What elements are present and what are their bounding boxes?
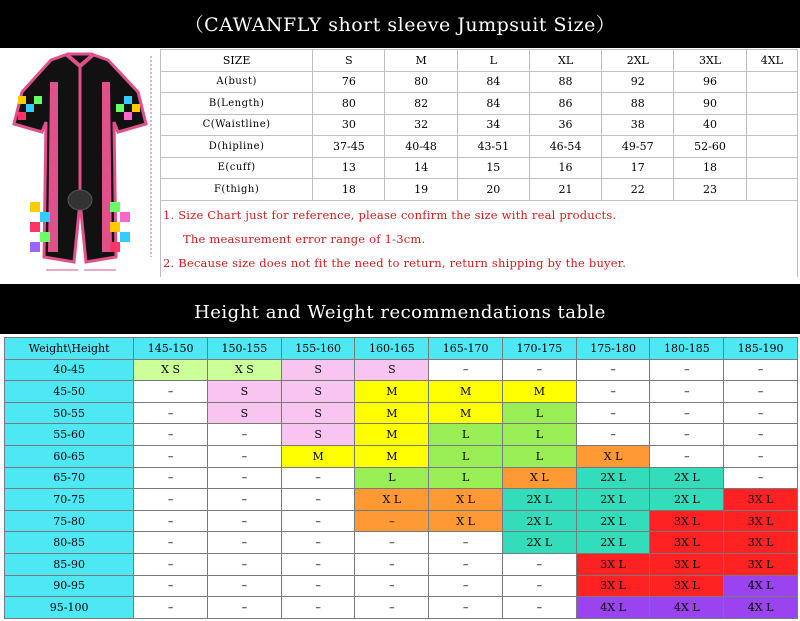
size-note: 2. Because size does not fit the need to return, return shipping by the buyer. — [161, 249, 798, 277]
rec-row — [5, 445, 798, 467]
measurement-value: 43-51 — [457, 136, 529, 158]
size-recommendation-cell: 3X L — [724, 532, 798, 554]
measurement-value: 80 — [313, 93, 385, 115]
size-recommendation-cell: M — [429, 381, 503, 403]
height-range-header: 155-160 — [281, 338, 355, 360]
size-row — [161, 157, 798, 179]
jumpsuit-illustration — [6, 52, 153, 280]
size-recommendation-cell: 4X L — [650, 597, 724, 619]
size-recommendation-cell: 2X L — [576, 510, 650, 532]
size-recommendation-cell: – — [207, 553, 281, 575]
size-recommendation-cell: – — [576, 359, 650, 381]
height-range-header: 165-170 — [429, 338, 503, 360]
size-recommendation-cell: – — [281, 532, 355, 554]
size-recommendation-cell: M — [355, 402, 429, 424]
measurement-value: 96 — [674, 71, 746, 93]
size-recommendation-cell: S — [281, 381, 355, 403]
weight-range-label: 90-95 — [5, 575, 134, 597]
weight-range-label: 50-55 — [5, 402, 134, 424]
measurement-value: 90 — [674, 93, 746, 115]
rec-row — [5, 597, 798, 619]
size-recommendation-cell: 3X L — [576, 553, 650, 575]
size-recommendation-cell: – — [207, 510, 281, 532]
size-recommendation-cell: X L — [355, 489, 429, 511]
measurement-value: 80 — [385, 71, 457, 93]
size-recommendation-cell: – — [650, 359, 724, 381]
size-recommendation-cell: S — [281, 359, 355, 381]
size-recommendation-cell: – — [429, 575, 503, 597]
size-recommendation-cell: – — [134, 489, 208, 511]
size-row — [161, 136, 798, 158]
measurement-value: 40 — [674, 114, 746, 136]
height-range-header: 185-190 — [724, 338, 798, 360]
measurement-value — [746, 179, 797, 201]
size-recommendation-cell: – — [281, 597, 355, 619]
size-recommendation-cell: M — [502, 381, 576, 403]
size-recommendation-cell: 2X L — [502, 510, 576, 532]
size-recommendation-cell: 4X L — [724, 597, 798, 619]
size-recommendation-cell: 3X L — [650, 510, 724, 532]
size-recommendation-cell: – — [355, 597, 429, 619]
size-recommendation-cell: – — [207, 597, 281, 619]
recommendation-title: Height and Weight recommendations table — [0, 284, 800, 334]
measurement-label: D(hipline) — [161, 136, 313, 158]
size-recommendation-cell: X L — [502, 467, 576, 489]
size-recommendation-cell: – — [281, 489, 355, 511]
rec-row — [5, 467, 798, 489]
size-recommendation-cell: – — [281, 467, 355, 489]
size-recommendation-cell: – — [502, 553, 576, 575]
size-row — [161, 179, 798, 201]
measurement-value: 46-54 — [529, 136, 601, 158]
size-recommendation-cell: – — [281, 510, 355, 532]
measurement-value: 88 — [602, 93, 674, 115]
size-recommendation-cell: 3X L — [724, 489, 798, 511]
measurement-value: 32 — [385, 114, 457, 136]
rec-row — [5, 359, 798, 381]
measurement-value: 21 — [529, 179, 601, 201]
size-note: 1. Size Chart just for reference, please confirm the size with real products. — [161, 200, 798, 229]
height-range-header: 145-150 — [134, 338, 208, 360]
rec-row — [5, 381, 798, 403]
measurement-value: 88 — [529, 71, 601, 93]
note-row — [161, 249, 798, 277]
size-header-row — [161, 50, 798, 72]
measurement-value — [746, 114, 797, 136]
size-recommendation-cell: 4X L — [724, 575, 798, 597]
size-recommendation-cell: – — [134, 575, 208, 597]
size-recommendation-cell: – — [281, 575, 355, 597]
measurement-value — [746, 136, 797, 158]
size-recommendation-cell: L — [502, 424, 576, 446]
measurement-value: 52-60 — [674, 136, 746, 158]
size-recommendation-cell: 2X L — [502, 532, 576, 554]
size-recommendation-cell: – — [724, 381, 798, 403]
size-recommendation-cell: – — [134, 532, 208, 554]
size-recommendation-cell: – — [355, 575, 429, 597]
size-recommendation-cell: – — [207, 489, 281, 511]
size-recommendation-cell: – — [207, 532, 281, 554]
size-recommendation-cell: X L — [429, 489, 503, 511]
note-row — [161, 229, 798, 249]
size-recommendation-cell: M — [355, 424, 429, 446]
rec-row — [5, 424, 798, 446]
size-recommendation-cell: L — [429, 424, 503, 446]
measurement-label: F(thigh) — [161, 179, 313, 201]
size-recommendation-cell: – — [429, 553, 503, 575]
size-recommendation-cell: M — [355, 381, 429, 403]
size-row — [161, 114, 798, 136]
size-recommendation-cell: M — [281, 445, 355, 467]
weight-range-label: 60-65 — [5, 445, 134, 467]
rec-row — [5, 510, 798, 532]
size-recommendation-cell: – — [576, 402, 650, 424]
measurement-value: 17 — [602, 157, 674, 179]
size-recommendation-cell: – — [134, 467, 208, 489]
size-recommendation-cell: – — [429, 359, 503, 381]
size-recommendation-cell: – — [207, 424, 281, 446]
size-recommendation-cell: S — [281, 402, 355, 424]
measurement-value: 36 — [529, 114, 601, 136]
weight-range-label: 80-85 — [5, 532, 134, 554]
size-recommendation-cell: – — [724, 445, 798, 467]
measurement-value: 49-57 — [602, 136, 674, 158]
measurement-value — [746, 71, 797, 93]
size-recommendation-cell: X L — [576, 445, 650, 467]
size-recommendation-cell: L — [355, 467, 429, 489]
size-recommendation-cell: – — [650, 445, 724, 467]
size-recommendation-cell: – — [502, 359, 576, 381]
size-recommendation-cell: 3X L — [650, 553, 724, 575]
size-recommendation-cell: – — [207, 445, 281, 467]
measurement-value — [746, 157, 797, 179]
size-header-cell: M — [385, 50, 457, 72]
size-recommendation-cell: 2X L — [576, 467, 650, 489]
size-recommendation-cell: S — [207, 402, 281, 424]
rec-row — [5, 402, 798, 424]
size-recommendation-cell: S — [355, 359, 429, 381]
height-range-header: 180-185 — [650, 338, 724, 360]
size-recommendation-cell: – — [724, 359, 798, 381]
size-recommendation-cell: – — [134, 424, 208, 446]
size-recommendation-cell: 2X L — [576, 489, 650, 511]
size-recommendation-cell: X S — [134, 359, 208, 381]
height-range-header: 175-180 — [576, 338, 650, 360]
rec-header-row — [5, 338, 798, 360]
size-recommendation-cell: X L — [429, 510, 503, 532]
weight-range-label: 55-60 — [5, 424, 134, 446]
measurement-value: 86 — [529, 93, 601, 115]
size-recommendation-cell: – — [134, 381, 208, 403]
weight-range-label: 45-50 — [5, 381, 134, 403]
weight-range-label: 65-70 — [5, 467, 134, 489]
measurement-value: 38 — [602, 114, 674, 136]
size-recommendation-cell: 3X L — [576, 575, 650, 597]
size-recommendation-cell: 2X L — [502, 489, 576, 511]
size-recommendation-cell: – — [650, 381, 724, 403]
measurement-value: 84 — [457, 71, 529, 93]
measurement-value: 19 — [385, 179, 457, 201]
measurement-value: 30 — [313, 114, 385, 136]
measurement-value: 40-48 — [385, 136, 457, 158]
rec-row — [5, 553, 798, 575]
size-recommendation-cell: 2X L — [650, 467, 724, 489]
size-recommendation-cell: 2X L — [576, 532, 650, 554]
size-recommendation-cell: – — [134, 402, 208, 424]
size-recommendation-cell: L — [502, 445, 576, 467]
size-header-label: SIZE — [161, 50, 313, 72]
measurement-label: A(bust) — [161, 71, 313, 93]
measurement-label: B(Length) — [161, 93, 313, 115]
size-recommendation-cell: 3X L — [724, 553, 798, 575]
height-range-header: 170-175 — [502, 338, 576, 360]
size-note: The measurement error range of 1-3cm. — [161, 229, 798, 249]
size-recommendation-cell: – — [134, 445, 208, 467]
size-recommendation-cell: – — [502, 597, 576, 619]
size-recommendation-cell: 3X L — [724, 510, 798, 532]
size-header-cell: XL — [529, 50, 601, 72]
rec-row — [5, 575, 798, 597]
size-recommendation-cell: – — [724, 402, 798, 424]
measurement-value: 14 — [385, 157, 457, 179]
size-recommendation-cell: – — [429, 597, 503, 619]
size-chart-title: （CAWANFLY short sleeve Jumpsuit Size） — [0, 0, 800, 48]
rec-row — [5, 489, 798, 511]
measurement-value: 18 — [313, 179, 385, 201]
size-recommendation-cell: L — [429, 467, 503, 489]
size-recommendation-cell: 3X L — [650, 532, 724, 554]
weight-range-label: 70-75 — [5, 489, 134, 511]
size-recommendation-cell: M — [429, 402, 503, 424]
height-weight-table — [4, 337, 798, 619]
size-header-cell: 3XL — [674, 50, 746, 72]
size-recommendation-cell: – — [650, 424, 724, 446]
size-recommendation-cell: – — [134, 597, 208, 619]
weight-range-label: 95-100 — [5, 597, 134, 619]
measurement-value: 18 — [674, 157, 746, 179]
weight-height-corner: Weight\Height — [5, 338, 134, 360]
weight-range-label: 40-45 — [5, 359, 134, 381]
measurement-value: 92 — [602, 71, 674, 93]
measurement-value: 15 — [457, 157, 529, 179]
size-recommendation-cell: – — [724, 424, 798, 446]
rec-row — [5, 532, 798, 554]
measurement-value — [746, 93, 797, 115]
measurement-label: C(Waistline) — [161, 114, 313, 136]
size-recommendation-cell: – — [134, 553, 208, 575]
size-recommendation-cell: 3X L — [650, 575, 724, 597]
measurement-value: 76 — [313, 71, 385, 93]
size-recommendation-cell: – — [724, 467, 798, 489]
size-recommendation-cell: L — [429, 445, 503, 467]
size-recommendation-cell: S — [281, 424, 355, 446]
measurement-value: 84 — [457, 93, 529, 115]
size-recommendation-cell: – — [281, 553, 355, 575]
measurement-value: 23 — [674, 179, 746, 201]
measurement-value: 20 — [457, 179, 529, 201]
size-recommendation-cell: – — [650, 402, 724, 424]
size-recommendation-cell: – — [576, 381, 650, 403]
size-row — [161, 93, 798, 115]
size-recommendation-cell: L — [502, 402, 576, 424]
size-recommendation-cell: – — [576, 424, 650, 446]
size-recommendation-cell: M — [355, 445, 429, 467]
size-recommendation-cell: – — [355, 510, 429, 532]
size-header-cell: S — [313, 50, 385, 72]
size-recommendation-cell: – — [429, 532, 503, 554]
size-recommendation-cell: – — [207, 575, 281, 597]
size-chart-table — [160, 49, 798, 277]
measurement-value: 34 — [457, 114, 529, 136]
height-range-header: 150-155 — [207, 338, 281, 360]
size-row — [161, 71, 798, 93]
size-recommendation-cell: – — [134, 510, 208, 532]
size-recommendation-cell: – — [502, 575, 576, 597]
weight-range-label: 75-80 — [5, 510, 134, 532]
measurement-value: 16 — [529, 157, 601, 179]
measurement-value: 22 — [602, 179, 674, 201]
size-recommendation-cell: 4X L — [576, 597, 650, 619]
size-recommendation-cell: S — [207, 381, 281, 403]
note-row — [161, 200, 798, 229]
measurement-value: 13 — [313, 157, 385, 179]
size-recommendation-cell: – — [355, 532, 429, 554]
measurement-value: 37-45 — [313, 136, 385, 158]
height-range-header: 160-165 — [355, 338, 429, 360]
size-header-cell: 4XL — [746, 50, 797, 72]
size-header-cell: L — [457, 50, 529, 72]
measurement-value: 82 — [385, 93, 457, 115]
size-recommendation-cell: – — [207, 467, 281, 489]
size-header-cell: 2XL — [602, 50, 674, 72]
measurement-label: E(cuff) — [161, 157, 313, 179]
weight-range-label: 85-90 — [5, 553, 134, 575]
size-recommendation-cell: 2X L — [650, 489, 724, 511]
size-recommendation-cell: X S — [207, 359, 281, 381]
size-recommendation-cell: – — [355, 553, 429, 575]
